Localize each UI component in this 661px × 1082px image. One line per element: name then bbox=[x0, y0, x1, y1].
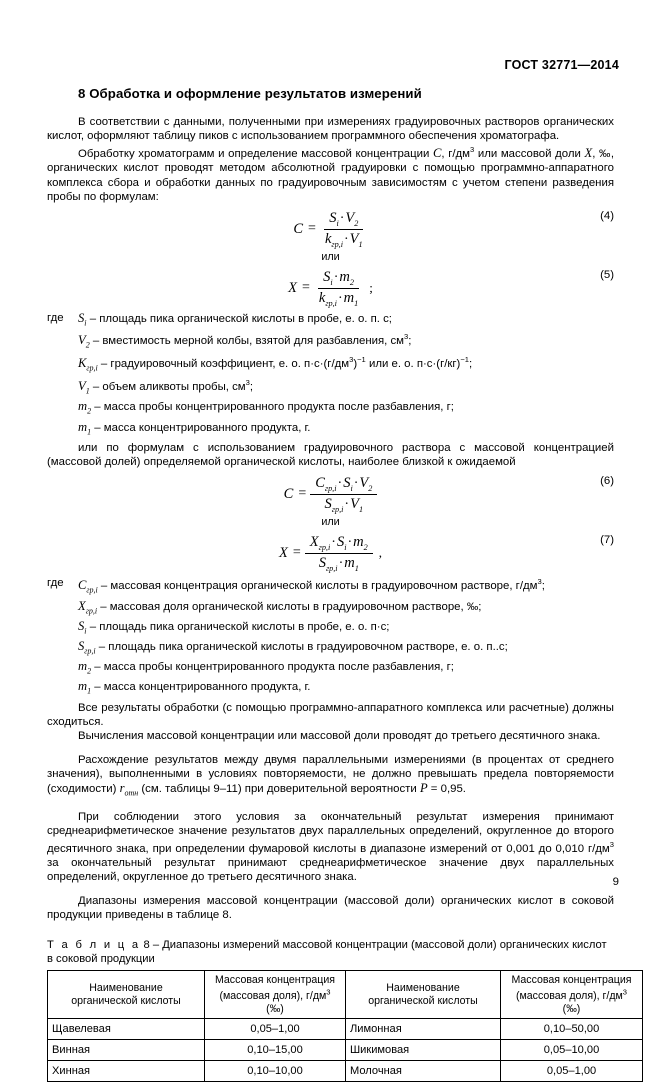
var-symbol: m bbox=[78, 419, 88, 434]
multiply-dot: · bbox=[337, 476, 343, 492]
paragraph-repeatability bbox=[47, 753, 614, 801]
multiply-dot: · bbox=[347, 534, 353, 550]
var-text: – площадь пика органической кислоты в градуировочном растворе, е. о. п..с; bbox=[95, 640, 508, 653]
var-subscript: 2 bbox=[87, 406, 92, 416]
cell-acid-name: Щавелевая bbox=[48, 1019, 205, 1040]
f6-den-a: S bbox=[324, 495, 332, 512]
var-symbol: K bbox=[78, 356, 87, 371]
par2-text-2: , г/дм bbox=[441, 148, 470, 161]
variable-definition bbox=[78, 399, 614, 419]
symbol-r-sub: отн bbox=[124, 788, 139, 798]
table-row bbox=[48, 1061, 643, 1082]
f6-den-b: V bbox=[350, 495, 359, 512]
table-caption-text: – Диапазоны измерений массовой концентрации (массовой доли) органических кислот в соковой продукции bbox=[47, 939, 607, 965]
var-symbol: C bbox=[78, 578, 87, 593]
superscript-3: 3 bbox=[470, 145, 475, 155]
symbol-X: X bbox=[584, 146, 593, 161]
where-label: где bbox=[47, 311, 64, 324]
p7-text-2: за окончательный результат принимают среднеарифметическое значение двух параллельных определений, округленное до третьего десятичного знака. bbox=[47, 857, 614, 884]
f4-num-left-sub: i bbox=[336, 218, 339, 228]
f7-den-b-sub: 1 bbox=[354, 563, 359, 573]
header-line-2: органической кислоты bbox=[71, 994, 181, 1007]
f4-den-right: V bbox=[349, 230, 359, 247]
paragraph-decimal-places: Вычисления массовой концентрации или массовой доли проводят до третьего десятичного знака. bbox=[78, 730, 601, 743]
var-subscript: гр,i bbox=[86, 585, 98, 595]
header-line-2: (массовая доля), $г/дм^3$ bbox=[219, 987, 331, 1003]
header-line-1: Массовая концентрация bbox=[214, 974, 336, 986]
var-symbol: m bbox=[78, 399, 88, 414]
denominator bbox=[320, 230, 368, 249]
table-caption-prefix: Т а б л и ц а bbox=[47, 939, 141, 951]
f5-den-right-sub: 1 bbox=[354, 298, 359, 308]
p6-text-3: = 0,95. bbox=[427, 783, 466, 796]
denominator bbox=[314, 554, 364, 573]
symbol-P: P bbox=[419, 781, 428, 796]
multiply-dot: · bbox=[333, 269, 339, 285]
formula-7 bbox=[279, 534, 382, 573]
multiply-dot: · bbox=[337, 290, 343, 306]
var-text: – объем аликвоты пробы, $см^3$; bbox=[89, 378, 254, 394]
variable-definition bbox=[78, 420, 614, 440]
variable-definition bbox=[78, 354, 614, 377]
table-body bbox=[48, 1019, 643, 1082]
multiply-dot: · bbox=[338, 555, 344, 571]
f6-num-c-sub: 2 bbox=[368, 483, 373, 493]
variable-definitions-2 bbox=[78, 576, 614, 699]
cell-range: 0,05–1,00 bbox=[205, 1019, 346, 1040]
header-line-2: органической кислоты bbox=[368, 994, 478, 1007]
f7-den-a-sub: гр,i bbox=[325, 563, 338, 573]
equals-sign: = bbox=[292, 545, 301, 561]
paragraph-processing bbox=[47, 143, 614, 204]
var-text: – массовая концентрация органической кислоты в градуировочном растворе, $г/дм^3$; bbox=[97, 577, 545, 593]
variable-definitions-1 bbox=[78, 311, 614, 440]
par2-text-1: Обработку хроматограмм и определение массовой концентрации bbox=[78, 148, 433, 161]
f6-den-b-sub: 1 bbox=[358, 504, 364, 514]
cell-range: 0,05–10,00 bbox=[501, 1040, 643, 1061]
variable-definition bbox=[78, 599, 614, 619]
variable-definition bbox=[78, 331, 614, 354]
fraction bbox=[310, 475, 377, 514]
header-line-1: Наименование bbox=[386, 982, 460, 995]
formula-5-trailing: ; bbox=[369, 280, 373, 296]
var-text: – масса пробы концентрированного продукта после разбавления, г; bbox=[91, 401, 454, 414]
var-symbol: S bbox=[78, 618, 85, 633]
paragraph-final-result bbox=[47, 810, 614, 885]
f5-den-right: m bbox=[343, 289, 355, 306]
var-text: – площадь пика органической кислоты в пробе, е. о. п. с; bbox=[86, 312, 392, 325]
numerator bbox=[324, 210, 363, 230]
var-subscript: i bbox=[84, 318, 87, 328]
var-text: – масса концентрированного продукта, г. bbox=[91, 680, 311, 693]
par2-text-4: , ‰, органических кислот проводят методом абсолютной градуировки с помощью программно-аппаратного комплекса сбора и обработки данных по градуировочным зависимостям с учетом степени разведения пробы по формулам: bbox=[47, 148, 614, 203]
or-label-2: или bbox=[321, 515, 340, 528]
or-label-1: или bbox=[321, 250, 340, 263]
var-text: – масса концентрированного продукта, г. bbox=[91, 421, 311, 434]
paragraph-ranges-reference: Диапазоны измерения массовой концентрации (массовой доли) органических кислот в соковой продукции приведены в таблице 8. bbox=[47, 894, 614, 921]
f6-num-a: C bbox=[315, 475, 325, 492]
page-number: 9 bbox=[612, 876, 619, 888]
fraction bbox=[320, 210, 368, 249]
var-text: – площадь пика органической кислоты в пробе, е. о. п·с; bbox=[86, 620, 390, 633]
variable-definition bbox=[78, 639, 614, 659]
f4-den-left-sub: гр,i bbox=[331, 239, 343, 249]
table-row bbox=[48, 1019, 643, 1040]
multiply-dot: · bbox=[331, 534, 336, 550]
var-subscript: гр,i bbox=[86, 363, 98, 373]
column-header-acid-1 bbox=[48, 971, 205, 1019]
where-block-2 bbox=[47, 576, 614, 699]
var-symbol: m bbox=[78, 678, 88, 693]
standard-header: ГОСТ 32771—2014 bbox=[504, 58, 619, 72]
header-line-3: (‰) bbox=[266, 1002, 284, 1015]
symbol-r: r bbox=[119, 781, 125, 796]
formula-7-lhs: X bbox=[279, 544, 288, 561]
f5-num-left-sub: i bbox=[330, 277, 333, 287]
var-symbol: V bbox=[78, 333, 86, 348]
cell-acid-name: Шикимовая bbox=[346, 1040, 501, 1061]
multiply-dot: · bbox=[344, 496, 350, 512]
f7-den-b: m bbox=[344, 554, 355, 571]
formula-5-lhs: X bbox=[288, 279, 297, 296]
f4-den-right-sub: 1 bbox=[358, 239, 363, 249]
table-header bbox=[48, 971, 643, 1019]
variable-definition bbox=[78, 659, 614, 679]
formula-4 bbox=[293, 210, 367, 249]
f4-num-right: V bbox=[345, 210, 355, 227]
var-symbol: S bbox=[78, 638, 85, 653]
f5-num-right: m bbox=[339, 268, 350, 285]
cell-range: 0,05–1,00 bbox=[501, 1061, 643, 1082]
var-text: – масса пробы концентрированного продукта после разбавления, г; bbox=[91, 660, 454, 673]
column-header-acid-2 bbox=[346, 971, 501, 1019]
cell-acid-name: Винная bbox=[48, 1040, 205, 1061]
formula-7-trailing: , bbox=[378, 545, 382, 561]
formula-4-lhs: C bbox=[293, 220, 304, 237]
formula-7-block bbox=[47, 534, 614, 573]
fraction bbox=[305, 534, 373, 573]
cell-range: 0,10–10,00 bbox=[205, 1061, 346, 1082]
denominator bbox=[320, 495, 369, 514]
header-line-1: Наименование bbox=[89, 982, 163, 995]
symbol-C: C bbox=[433, 146, 442, 161]
cell-acid-name: Лимонная bbox=[346, 1019, 501, 1040]
numerator bbox=[310, 475, 377, 495]
f7-num-c: m bbox=[353, 533, 364, 550]
var-symbol: X bbox=[78, 598, 86, 613]
formula-5-block bbox=[47, 269, 614, 308]
table-row bbox=[48, 1040, 643, 1061]
var-subscript: 1 bbox=[87, 686, 92, 696]
variable-definition bbox=[78, 377, 614, 400]
header-line-2: (массовая доля), $г/дм^3$ bbox=[515, 987, 628, 1003]
numerator bbox=[305, 534, 373, 554]
f5-den-left: k bbox=[318, 289, 326, 306]
table-caption bbox=[47, 938, 614, 966]
multiply-dot: · bbox=[339, 211, 345, 227]
variable-definition bbox=[78, 619, 614, 639]
numerator bbox=[318, 269, 359, 289]
p6-text-1: Расхождение результатов между двумя параллельными измерениями (в процентах от среднего значения), выполненными в условиях повторяемости, не должно превышать предела повторяемости (сходимости) bbox=[47, 753, 614, 796]
var-subscript: 2 bbox=[87, 666, 92, 676]
page-title: 8 Обработка и оформление результатов измерений bbox=[78, 86, 422, 101]
f7-num-a-sub: гр,i bbox=[318, 542, 331, 552]
variable-definition bbox=[78, 679, 614, 699]
paragraph-intro: В соответствии с данными, полученными при измерениях градуировочных растворов органических кислот, оформляют таблицу пиков с использованием программного обеспечения хроматографа. bbox=[47, 116, 614, 143]
table-header-row bbox=[48, 971, 643, 1019]
f6-num-b-sub: i bbox=[350, 483, 353, 493]
var-subscript: гр,i bbox=[85, 606, 98, 616]
f7-num-b: S bbox=[336, 533, 345, 550]
formula-4-block bbox=[47, 210, 614, 249]
var-text: – массовая доля органической кислоты в градуировочном растворе, ‰; bbox=[97, 600, 482, 613]
equation-number-7: (7) bbox=[600, 533, 614, 546]
f5-den-left-sub: гр,i bbox=[325, 298, 337, 308]
f4-num-right-sub: 2 bbox=[354, 218, 359, 228]
f7-num-b-sub: i bbox=[344, 542, 347, 552]
var-symbol: S bbox=[78, 310, 85, 325]
where-block-1 bbox=[47, 311, 614, 440]
p6-text-2: (см. таблицы 9–11) при доверительной вероятности bbox=[138, 783, 420, 796]
f7-den-a: S bbox=[318, 554, 326, 571]
superscript-3: 3 bbox=[609, 840, 614, 850]
cell-range: 0,10–50,00 bbox=[501, 1019, 643, 1040]
page-content bbox=[47, 86, 632, 1082]
p7-text-1: При соблюдении этого условия за окончательный результат измерения принимают среднеарифметическое значение результатов двух параллельных определений, округленное до второго десятичного знака, при определении фумаровой кислоты в диапазоне измерений от 0,001 до 0,010 г/дм bbox=[47, 810, 614, 855]
var-subscript: i bbox=[84, 626, 87, 636]
paragraph-results-converge: Все результаты обработки (с помощью программно-аппаратного комплекса или расчетные) должны сходиться. bbox=[47, 702, 614, 729]
f4-num-left: S bbox=[329, 210, 337, 227]
formula-6-block bbox=[47, 475, 614, 514]
var-subscript: гр,i bbox=[84, 646, 96, 656]
var-subscript: 2 bbox=[85, 341, 90, 350]
equals-sign: = bbox=[308, 221, 316, 237]
cell-range: 0,10–15,00 bbox=[205, 1040, 346, 1061]
var-symbol: m bbox=[78, 658, 88, 673]
where-label: где bbox=[47, 576, 64, 589]
par2-text-3: или массовой доли bbox=[474, 148, 585, 161]
equals-sign: = bbox=[302, 280, 310, 296]
variable-definition bbox=[78, 311, 614, 331]
formula-6-lhs: C bbox=[283, 485, 294, 502]
f5-num-right-sub: 2 bbox=[349, 277, 354, 287]
f6-num-c: V bbox=[359, 475, 369, 492]
column-header-range-2 bbox=[501, 971, 643, 1019]
f6-den-a-sub: гр,i bbox=[331, 504, 344, 514]
denominator bbox=[314, 289, 363, 308]
f6-num-b: S bbox=[343, 475, 351, 492]
f7-num-c-sub: 2 bbox=[363, 542, 368, 552]
equals-sign: = bbox=[298, 486, 307, 502]
equation-number-4: (4) bbox=[600, 210, 614, 223]
multiply-dot: · bbox=[353, 476, 359, 492]
ranges-table bbox=[47, 970, 643, 1082]
cell-acid-name: Хинная bbox=[48, 1061, 205, 1082]
formula-6 bbox=[284, 475, 378, 514]
var-subscript: 1 bbox=[87, 427, 92, 437]
f5-num-left: S bbox=[323, 268, 331, 285]
var-symbol: V bbox=[78, 379, 86, 394]
multiply-dot: · bbox=[344, 231, 349, 247]
column-header-range-1 bbox=[205, 971, 346, 1019]
equation-number-5: (5) bbox=[600, 268, 614, 281]
table-caption-number: 8 bbox=[143, 939, 150, 951]
header-line-1: Массовая концентрация bbox=[511, 974, 632, 986]
paragraph-alt-formulas: или по формулам с использованием градуировочного раствора с массовой концентрацией (массовой долей) определяемой органической кислоты, наиболее близкой к ожидаемой bbox=[47, 441, 614, 468]
fraction bbox=[314, 269, 363, 308]
var-text: – вместимость мерной колбы, взятой для разбавления, $см^3$; bbox=[89, 332, 412, 348]
equation-number-6: (6) bbox=[600, 475, 614, 488]
formula-5 bbox=[288, 269, 373, 308]
f4-den-left: k bbox=[324, 230, 332, 247]
f6-num-a-sub: гр,i bbox=[324, 483, 337, 493]
f7-num-a: X bbox=[309, 533, 319, 550]
cell-acid-name: Молочная bbox=[346, 1061, 501, 1082]
header-line-3: (‰) bbox=[562, 1002, 581, 1015]
var-subscript: 1 bbox=[85, 386, 90, 396]
variable-definition bbox=[78, 576, 614, 599]
var-text: – градуировочный коэффициент, е. о. $п\cdot с\cdot(г/дм^3)^{-1}$ или е. о. $п\cdot с\cdot(г/кг)^{-1}$; bbox=[97, 355, 473, 371]
